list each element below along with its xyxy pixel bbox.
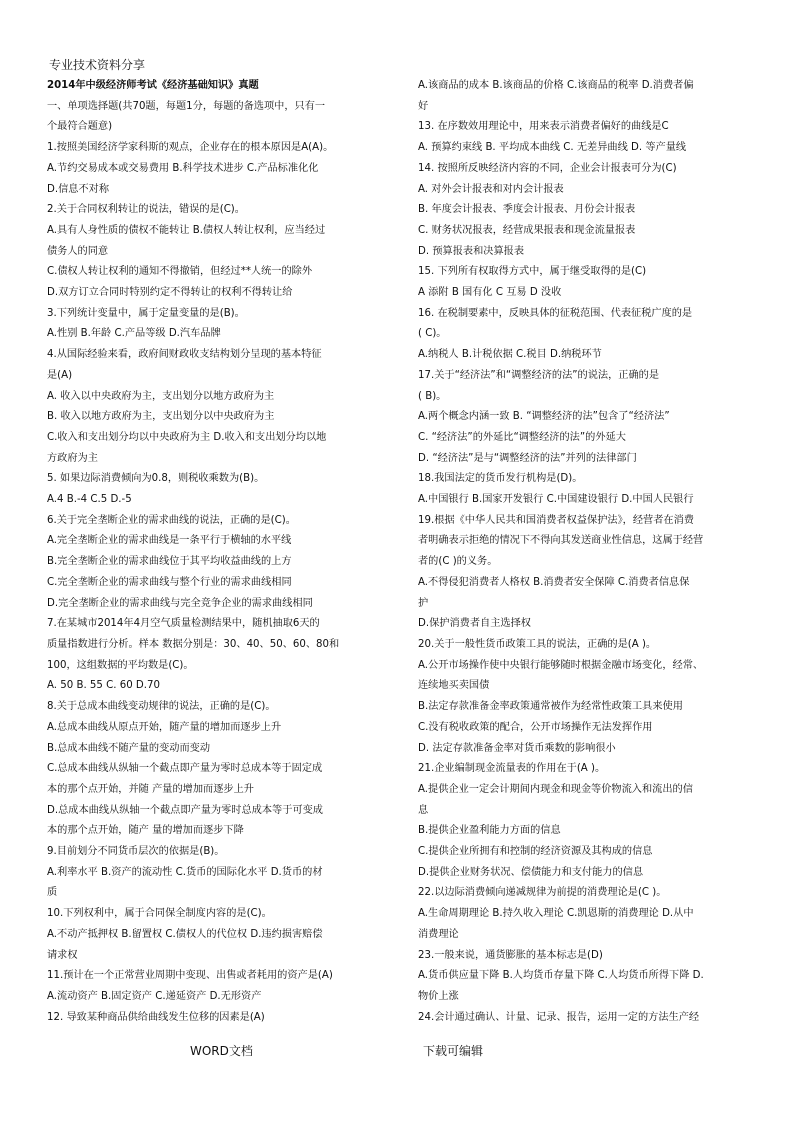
- text-line: 方政府为主: [47, 452, 98, 464]
- text-line: 17.关于“经济法”和“调整经济的法”的说法，正确的是: [418, 369, 660, 381]
- text-line: 20.关于一般性货币政策工具的说法，正确的是(A )。: [418, 638, 657, 650]
- text-line: A. 预算约束线 B. 平均成本曲线 C. 无差异曲线 D. 等产量线: [418, 142, 687, 154]
- text-line: B.法定存款准备金率政策通常被作为经常性政策工具来使用: [418, 701, 683, 713]
- text-line: A.节约交易成本或交易费用 B.科学技术进步 C.产品标准化化: [47, 162, 319, 174]
- page-header: 专业技术资料分享: [49, 58, 146, 72]
- text-line: 一、单项选择题(共70题，每题1分，每题的备选项中，只有一: [47, 100, 326, 112]
- text-line: 1.按照美国经济学家科斯的观点，企业存在的根本原因是A(A)。: [47, 142, 334, 154]
- text-line: 6.关于完全垄断企业的需求曲线的说法，正确的是(C)。: [47, 514, 296, 526]
- text-line: D.保护消费者自主选择权: [418, 618, 531, 630]
- text-line: 物价上涨: [418, 990, 459, 1002]
- text-line: A.货币供应量下降 B.人均货币存量下降 C.人均货币所得下降 D.: [418, 970, 704, 982]
- text-line: A.不得侵犯消费者人格权 B.消费者安全保障 C.消费者信息保: [418, 576, 690, 588]
- text-line: D.双方订立合同时特别约定不得转让的权利不得转让给: [47, 287, 293, 299]
- text-line: 请求权: [47, 949, 78, 961]
- text-line: D.完全垄断企业的需求曲线与完全竞争企业的需求曲线相同: [47, 597, 313, 609]
- text-line: A.总成本曲线从原点开始，随产量的增加而逐步上升: [47, 721, 282, 733]
- text-line: 息: [418, 804, 429, 816]
- text-line: 8.关于总成本曲线变动规律的说法，正确的是(C)。: [47, 701, 276, 713]
- footer-right: 下载可编辑: [423, 1044, 484, 1058]
- text-line: A 添附 B 国有化 C 互易 D 没收: [418, 287, 562, 299]
- right-column: [418, 76, 758, 1028]
- text-line: 9.目前划分不同货币层次的依据是(B)。: [47, 846, 225, 858]
- footer-left: WORD文档: [190, 1044, 253, 1058]
- text-line: 22.以边际消费倾向递减规律为前提的消费理论是(C )。: [418, 887, 667, 899]
- text-line: D. “经济法”是与“调整经济的法”并列的法律部门: [418, 452, 637, 464]
- text-line: C. 财务状况报表，经营成果报表和现金流量报表: [418, 224, 636, 236]
- text-line: 7.在某城市2014年4月空气质量检测结果中，随机抽取6天的: [47, 618, 320, 630]
- text-line: C.收入和支出划分均以中央政府为主 D.收入和支出划分均以地: [47, 431, 327, 443]
- text-line: A.该商品的成本 B.该商品的价格 C.该商品的税率 D.消费者偏: [418, 80, 694, 91]
- text-line: 连续地买卖国债: [418, 680, 490, 692]
- text-line: 11.预计在一个正常营业周期中变现、出售或者耗用的资产是(A): [47, 970, 333, 982]
- text-line: 19.根据《中华人民共和国消费者权益保护法》，经营者在消费: [418, 514, 694, 526]
- text-line: A. 对外会计报表和对内会计报表: [418, 183, 564, 195]
- text-line: D.总成本曲线从纵轴一个截点即产量为零时总成本等于可变成: [47, 804, 323, 816]
- text-line: A.4 B.-4 C.5 D.-5: [47, 494, 132, 506]
- left-column: [47, 76, 387, 1028]
- text-line: 是(A): [47, 369, 73, 381]
- text-line: 16. 在税制要素中，反映具体的征税范围、代表征税广度的是: [418, 307, 693, 319]
- text-line: 本的那个点开始，并随 产量的增加而逐步上升: [47, 783, 254, 795]
- text-line: C.提供企业所拥有和控制的经济资源及其构成的信息: [418, 846, 653, 858]
- text-line: 100，这组数据的平均数是(C)。: [47, 659, 194, 671]
- text-line: A.公开市场操作使中央银行能够随时根据金融市场变化，经常、: [418, 659, 704, 671]
- text-line: A.提供企业一定会计期间内现金和现金等价物流入和流出的信: [418, 783, 693, 795]
- text-line: 好: [418, 100, 429, 112]
- text-line: 24.会计通过确认、计量、记录、报告，运用一定的方法生产经: [418, 1011, 700, 1023]
- text-line: B.完全垄断企业的需求曲线位于其平均收益曲线的上方: [47, 556, 292, 568]
- text-line: 质量指数进行分析。样本 数据分别是：30、40、50、60、80和: [47, 638, 340, 650]
- exam-title: 2014年中级经济师考试《经济基础知识》真题: [47, 80, 259, 91]
- text-line: D.提供企业财务状况、偿债能力和支付能力的信息: [418, 866, 644, 878]
- text-line: 护: [418, 597, 429, 609]
- text-line: A.完全垄断企业的需求曲线是一条平行于横轴的水平线: [47, 535, 292, 547]
- text-line: 14. 按照所反映经济内容的不同，企业会计报表可分为(C): [418, 162, 677, 174]
- text-line: C.完全垄断企业的需求曲线与整个行业的需求曲线相同: [47, 576, 292, 588]
- text-line: 23.一般来说，通货膨胀的基本标志是(D): [418, 949, 603, 961]
- text-line: 12. 导致某种商品供给曲线发生位移的因素是(A): [47, 1011, 265, 1023]
- text-line: C.总成本曲线从纵轴一个截点即产量为零时总成本等于固定成: [47, 763, 323, 775]
- text-line: D.信息不对称: [47, 183, 110, 195]
- text-line: A.纳税人 B.计税依据 C.税目 D.纳税环节: [418, 349, 602, 361]
- text-line: B.提供企业盈利能力方面的信息: [418, 825, 561, 837]
- text-line: 者的(C )的义务。: [418, 556, 498, 568]
- text-line: A.生命周期理论 B.持久收入理论 C.凯恩斯的消费理论 D.从中: [418, 908, 694, 920]
- text-line: 2.关于合同权利转让的说法，错误的是(C)。: [47, 204, 245, 216]
- text-line: C.没有税收政策的配合，公开市场操作无法发挥作用: [418, 721, 653, 733]
- text-line: 者明确表示拒绝的情况下不得向其发送商业性信息，这属于经营: [418, 535, 704, 547]
- text-line: 消费理论: [418, 928, 459, 940]
- text-line: 10.下列权利中，属于合同保全制度内容的是(C)。: [47, 908, 272, 920]
- text-line: 债务人的同意: [47, 245, 109, 257]
- text-line: 21.企业编制现金流量表的作用在于(A )。: [418, 763, 606, 775]
- text-line: A.两个概念内涵一致 B. “调整经济的法”包含了“经济法”: [418, 411, 670, 423]
- text-line: C.债权人转让权利的通知不得撤销，但经过**人统一的除外: [47, 266, 313, 278]
- text-line: A.具有人身性质的债权不能转让 B.债权人转让权利，应当经过: [47, 224, 326, 236]
- text-line: A.中国银行 B.国家开发银行 C.中国建设银行 D.中国人民银行: [418, 494, 694, 506]
- text-line: A. 50 B. 55 C. 60 D.70: [47, 680, 160, 692]
- text-line: A.利率水平 B.资产的流动性 C.货币的国际化水平 D.货币的材: [47, 866, 323, 878]
- text-line: 18.我国法定的货币发行机构是(D)。: [418, 473, 583, 485]
- text-line: ( B)。: [418, 390, 447, 402]
- text-line: A. 收入以中央政府为主，支出划分以地方政府为主: [47, 390, 275, 402]
- text-line: D. 预算报表和决算报表: [418, 245, 525, 257]
- text-line: D. 法定存款准备金率对货币乘数的影响很小: [418, 742, 616, 754]
- text-line: 3.下列统计变量中，属于定量变量的是(B)。: [47, 307, 245, 319]
- text-line: 5. 如果边际消费倾向为0.8，则税收乘数为(B)。: [47, 473, 265, 485]
- text-line: 15. 下列所有权取得方式中，属于继受取得的是(C): [418, 266, 647, 278]
- text-line: B. 年度会计报表、季度会计报表、月份会计报表: [418, 204, 636, 216]
- text-line: 4.从国际经验来看，政府间财政收支结构划分呈现的基本特征: [47, 349, 322, 361]
- text-line: B.总成本曲线不随产量的变动而变动: [47, 742, 211, 754]
- text-line: A.性别 B.年龄 C.产品等级 D.汽车品牌: [47, 328, 221, 340]
- text-line: 本的那个点开始，随产 量的增加而逐步下降: [47, 825, 244, 837]
- text-line: ( C)。: [418, 328, 447, 340]
- text-line: A.不动产抵押权 B.留置权 C.债权人的代位权 D.违约损害赔偿: [47, 928, 323, 940]
- text-line: 质: [47, 887, 58, 899]
- text-line: 13. 在序数效用理论中，用来表示消费者偏好的曲线是C: [418, 121, 669, 133]
- text-line: A.流动资产 B.固定资产 C.递延资产 D.无形资产: [47, 990, 262, 1002]
- text-line: C. “经济法”的外延比“调整经济的法”的外延大: [418, 431, 626, 443]
- text-line: B. 收入以地方政府为主，支出划分以中央政府为主: [47, 411, 275, 423]
- text-line: 个最符合题意): [47, 121, 113, 133]
